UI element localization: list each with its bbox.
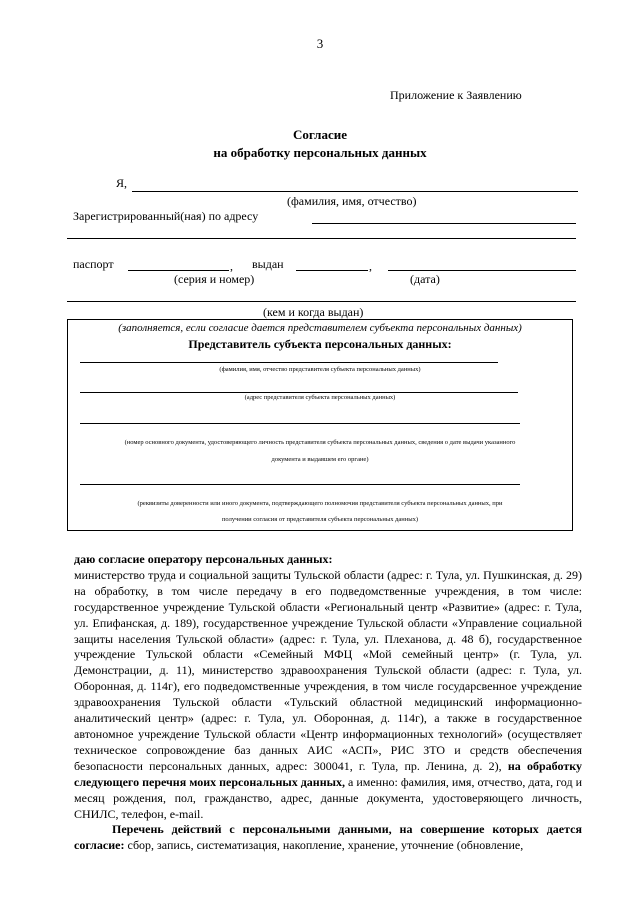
operator-list: министерство труда и социальной защиты Тульской области (адрес: г. Тула, ул. Пушкинская, д. 29) на обработку, в том числе передачу в его подведомственные учреждения, в том числе: государственное учреждение Тульской области «Региональный центр «Развитие» (адрес: г. Тула, ул. Епифанская, д. 189), государственное учреждение Тульской области «Управление социальной защиты населения Тульской области» (адрес: г. Тула, ул. Плеханова, д. 48 б), государственное учреждение Тульской области «Семейный МФЦ «Мой семейный центр» (г. Тула, ул. Демонстрации, д. 11), министерство здравоохранения Тульской области (адрес: г. Тула, ул. Оборонная, д. 114г), его подведомственные учреждения, в том числе государсвенное учреждение здравоохранения Тульской области «Тульский областной медицинский информационно-аналитический центр» (адрес: г. Тула, ул. Оборонная, д. 114г), а также в государственное автономное учреждение Тульской области «Центр информационных технологий» (осуществляет техническое сопровождение баз данных АИС «АСП», РИС ЗТО и средств обеспечения безопасности персональных данных, адрес: 300041, г. Тула, пр. Ленина, д. 2), <box>74 567 582 773</box>
rep-document-caption-2: документа и выдавшем его органе) <box>271 456 369 463</box>
rep-address-line[interactable] <box>80 392 518 393</box>
ya-label: Я, <box>116 176 128 190</box>
title-line-2: на обработку персональных данных <box>213 145 427 160</box>
title-line-1: Согласие <box>293 127 347 142</box>
rep-fio-line[interactable] <box>80 362 498 363</box>
rep-address-caption: (адрес представителя субъекта персональных данных) <box>244 394 396 401</box>
representative-box <box>67 319 573 531</box>
rep-proxy-line[interactable] <box>80 484 520 485</box>
rep-proxy-caption-1: (реквизиты доверенности или иного документа, подтверждающего полномочия представителя субъекта персональных данных, при <box>137 500 503 507</box>
actions-list: сбор, запись, систематизация, накопление, хранение, уточнение (обновление, <box>124 838 524 853</box>
consent-heading: даю согласие оператору персональных данных: <box>74 552 333 566</box>
rep-fio-caption: (фамилия, имя, отчество представителя субъекта персональных данных) <box>219 366 421 373</box>
passport-label: паспорт <box>73 257 114 271</box>
fio-caption: (фамилия, имя, отчество) <box>287 194 417 208</box>
address-field-line-1[interactable] <box>312 223 576 224</box>
issued-by-line-1[interactable] <box>388 270 576 271</box>
series-caption: (серия и номер) <box>174 272 255 286</box>
appendix-label: Приложение к Заявлению <box>390 88 522 102</box>
issued-by-line-2[interactable] <box>67 301 576 302</box>
actions-heading: Перечень действий с персональными данными, на совершение которых дается согласие: <box>74 822 582 853</box>
issued-label: выдан <box>252 257 284 271</box>
fio-field-line[interactable] <box>132 191 578 192</box>
issued-by-caption: (кем и когда выдан) <box>263 305 364 319</box>
representative-heading: Представитель субъекта персональных данных: <box>188 337 452 351</box>
date-caption: (дата) <box>410 272 440 286</box>
data-list-heading: на обработку следующего перечня моих персональных данных, <box>74 758 583 789</box>
consent-paragraph <box>74 568 582 823</box>
passport-comma: , <box>230 259 233 273</box>
issue-date-line[interactable] <box>296 270 368 271</box>
consent-text <box>74 552 582 854</box>
rep-document-caption-1: (номер основного документа, удостоверяющего личность представителя субъекта персональных данных, сведения о дате выдачи указанного <box>124 439 516 446</box>
representative-note: (заполняется, если согласие дается представителем субъекта персональных данных) <box>118 322 522 334</box>
issued-comma: , <box>369 259 372 273</box>
address-label: Зарегистрированный(ная) по адресу <box>73 209 259 223</box>
rep-proxy-caption-2: получении согласия от представителя субъекта персональных данных) <box>221 516 419 523</box>
page-number: 3 <box>316 36 324 51</box>
address-field-line-2[interactable] <box>67 238 576 239</box>
data-list: а именно: фамилия, имя, отчество, дата, год и месяц рождения, пол, гражданство, адрес, данные документа, удостоверяющего личность, СНИЛС, телефон, e-mail. <box>74 774 582 821</box>
passport-number-line[interactable] <box>128 270 229 271</box>
actions-paragraph <box>74 822 582 854</box>
rep-document-line[interactable] <box>80 423 520 424</box>
